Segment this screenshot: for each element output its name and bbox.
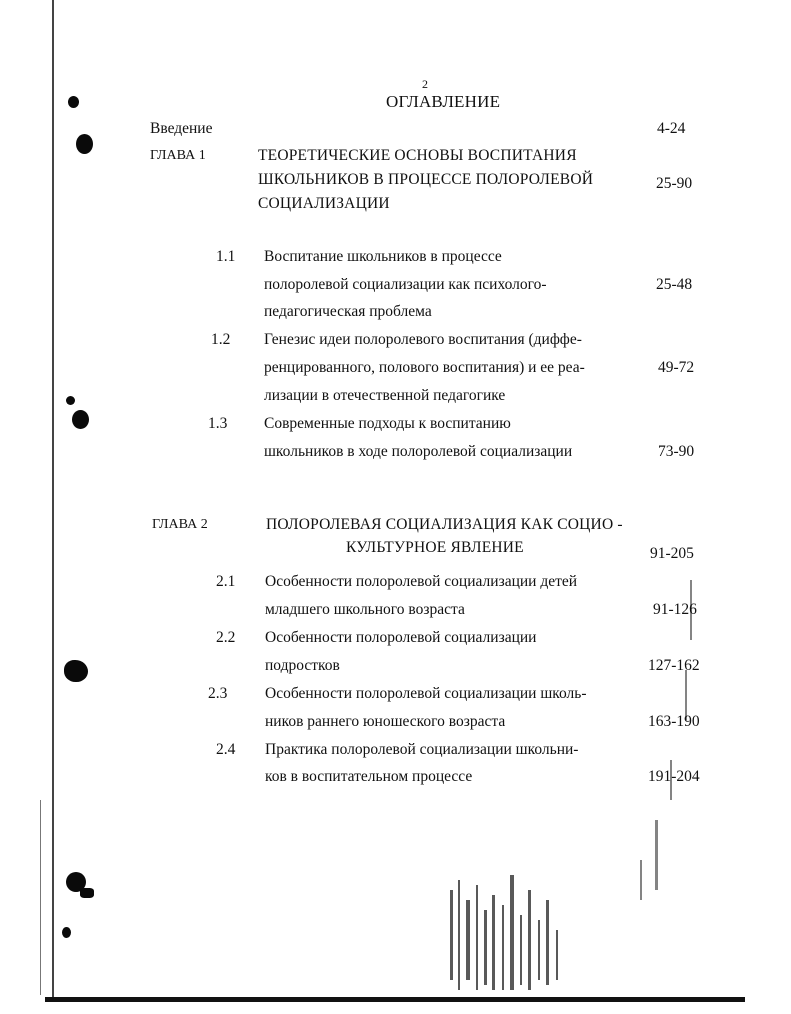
ink-blot [64,660,88,682]
chapter1-title-line: ШКОЛЬНИКОВ В ПРОЦЕССЕ ПОЛОРОЛЕВОЙ [258,171,594,188]
section-pages: 25-48 [656,276,693,293]
chapter2-label: ГЛАВА 2 [152,517,208,532]
ink-blot [68,96,79,108]
section-line: школьников в ходе полоролевой социализации [264,443,573,460]
page-title: ОГЛАВЛЕНИЕ [386,92,501,111]
scan-edge-line [52,0,54,1000]
section-line: Практика полоролевой социализации школьни- [265,741,579,758]
section-line: Генезис идеи полоролевого воспитания (диффе- [264,331,582,348]
ink-blot [76,134,93,154]
section-number: 1.2 [211,331,231,348]
chapter1-label: ГЛАВА 1 [150,148,206,163]
section-number: 1.1 [216,248,236,265]
ink-blot [66,396,75,405]
section-pages: 73-90 [658,443,695,460]
chapter1-pages: 25-90 [656,175,693,192]
section-pages: 49-72 [658,359,695,376]
section-line: Особенности полоролевой социализации детей [265,573,578,590]
section-number: 2.1 [216,573,236,590]
section-line: полоролевой социализации как психолого- [264,276,547,293]
chapter1-title-line: ТЕОРЕТИЧЕСКИЕ ОСНОВЫ ВОСПИТАНИЯ [258,147,577,164]
section-line: лизации в отечественной педагогике [264,387,506,404]
chapter2-title-line: ПОЛОРОЛЕВАЯ СОЦИАЛИЗАЦИЯ КАК СОЦИО - [266,516,623,533]
scan-bottom-edge [45,997,745,1002]
section-pages: 163-190 [648,713,700,730]
ink-blot [72,410,89,429]
section-pages: 191-204 [648,768,700,785]
section-pages: 91-126 [653,601,697,618]
section-line: Воспитание школьников в процессе [264,248,502,265]
scan-noise-right [620,580,710,910]
section-line: Современные подходы к воспитанию [264,415,511,432]
page-number: 2 [422,77,428,91]
section-number: 2.4 [216,741,236,758]
section-line: ников раннего юношеского возраста [265,713,506,730]
ink-blot [62,927,71,938]
section-number: 2.2 [216,629,236,646]
scan-noise [430,860,580,1000]
section-pages: 127-162 [648,657,700,674]
chapter1-title-line: СОЦИАЛИЗАЦИИ [258,195,390,212]
intro-pages: 4-24 [657,120,686,137]
section-line: Особенности полоролевой социализации школь- [265,685,587,702]
section-line: Особенности полоролевой социализации [265,629,537,646]
section-line: младшего школьного возраста [265,601,465,618]
section-number: 1.3 [208,415,228,432]
ink-blot [80,888,94,898]
section-line: подростков [265,657,340,674]
section-number: 2.3 [208,685,228,702]
scan-edge-line-faint [40,800,41,995]
section-line: ков в воспитательном процессе [265,768,473,785]
intro-label: Введение [150,120,213,137]
chapter2-pages: 91-205 [650,545,694,562]
section-line: ренцированного, полового воспитания) и ее реа- [264,359,585,376]
section-line: педагогическая проблема [264,303,432,320]
chapter2-title-line: КУЛЬТУРНОЕ ЯВЛЕНИЕ [346,539,524,556]
